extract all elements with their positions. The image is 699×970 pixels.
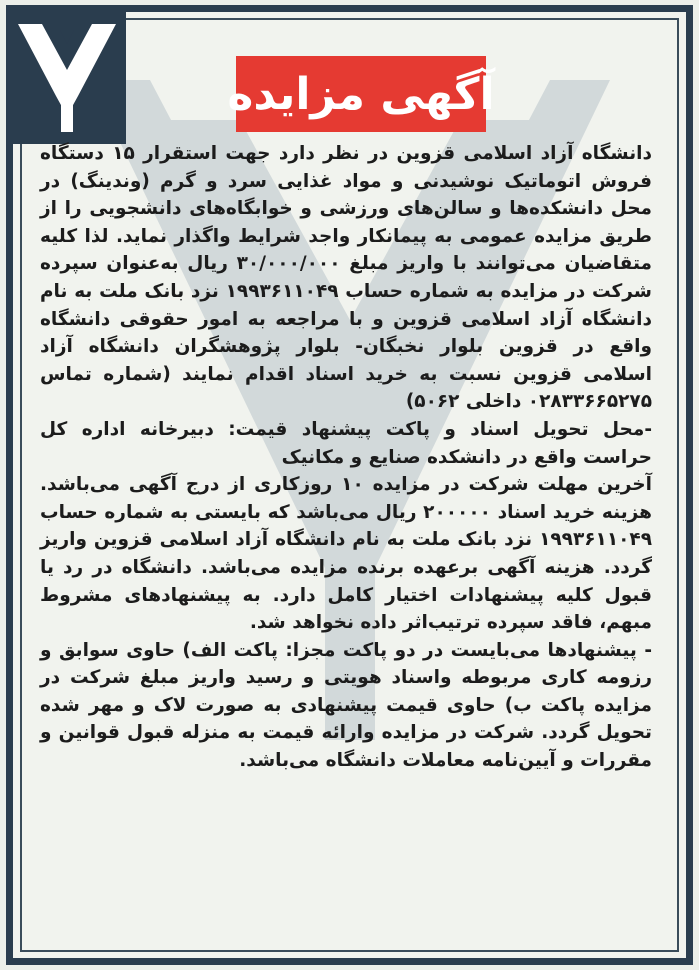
paragraph-lead: - پیشنهادها می‌بایست در دو پاکت مجزا: (285, 639, 652, 661)
paragraph-envelopes (40, 637, 652, 775)
title-banner (227, 56, 495, 132)
paragraph-intro (40, 140, 652, 416)
paragraph-lead: -محل تحویل اسناد و پاکت پیشنهاد قیمت: (228, 418, 652, 440)
page-title: آگهی مزایده (227, 68, 495, 120)
paragraph-deadline-fees (40, 471, 652, 637)
paragraph-text: دبیرخانه اداره کل حراست واقع در دانشکده صنایع و مکانیک (40, 418, 652, 468)
paragraph-text: دانشگاه آزاد اسلامی قزوین در نظر دارد جهت استقرار ۱۵ دستگاه فروش اتوماتیک نوشیدنی و مواد غذایی سرد و گرم (وندینگ) در محل دانشکده‌ها و سالن‌های ورزشی و خوابگاه‌های دانشجویی را از طریق مزایده عمومی به پیمانکار واجد شرایط واگذار نماید. لذا کلیه متقاضیان می‌توانند با واریز مبلغ ۳۰/۰۰۰/۰۰۰ ریال به‌عنوان سپرده شرکت در مزایده به شماره حساب ۱۹۹۳۶۱۱۰۴۹ نزد بانک ملت به نام دانشگاه آزاد اسلامی قزوین و با مراجعه به امور حقوقی دانشگاه واقع در قزوین بلوار نخبگان- بلوار پژوهشگران دانشگاه آزاد اسلامی قزوین نسبت به خرید اسناد اقدام نمایند (شماره تماس ۰۲۸۳۳۶۶۵۲۷۵ داخلی ۵۰۶۲) (40, 143, 653, 413)
announcement-body (40, 140, 652, 775)
paragraph-delivery-location (40, 416, 652, 471)
university-emblem-icon (8, 8, 126, 144)
paragraph-text: آخرین مهلت شرکت در مزایده ۱۰ روزکاری از درج آگهی می‌باشد. هزینه خرید اسناد ۲۰۰۰۰۰ ریال می‌باشد که بایستی به شماره حساب ۱۹۹۳۶۱۱۰۴۹ نزد بانک ملت به نام دانشگاه آزاد اسلامی قزوین واریز گردد. هزینه آگهی برعهده برنده مزایده می‌باشد. دانشگاه در رد یا قبول کلیه پیشنهادات اختیار کامل دارد. به پیشنهادهای مشروط مبهم، فاقد سپرده ترتیب‌اثر داده نخواهد شد. (40, 474, 652, 634)
paragraph-text: پاکت الف) حاوی سوابق و رزومه کاری مربوطه واسناد هویتی و رسید واریز مبلغ شرکت در مزایده پاکت ب) حاوی قیمت پیشنهادی به صورت لاک و مهر شده تحویل گردد. شرکت در مزایده وارائه قیمت به منزله قبول قوانین و مقررات و آیین‌نامه معاملات دانشگاه می‌باشد. (40, 639, 652, 772)
